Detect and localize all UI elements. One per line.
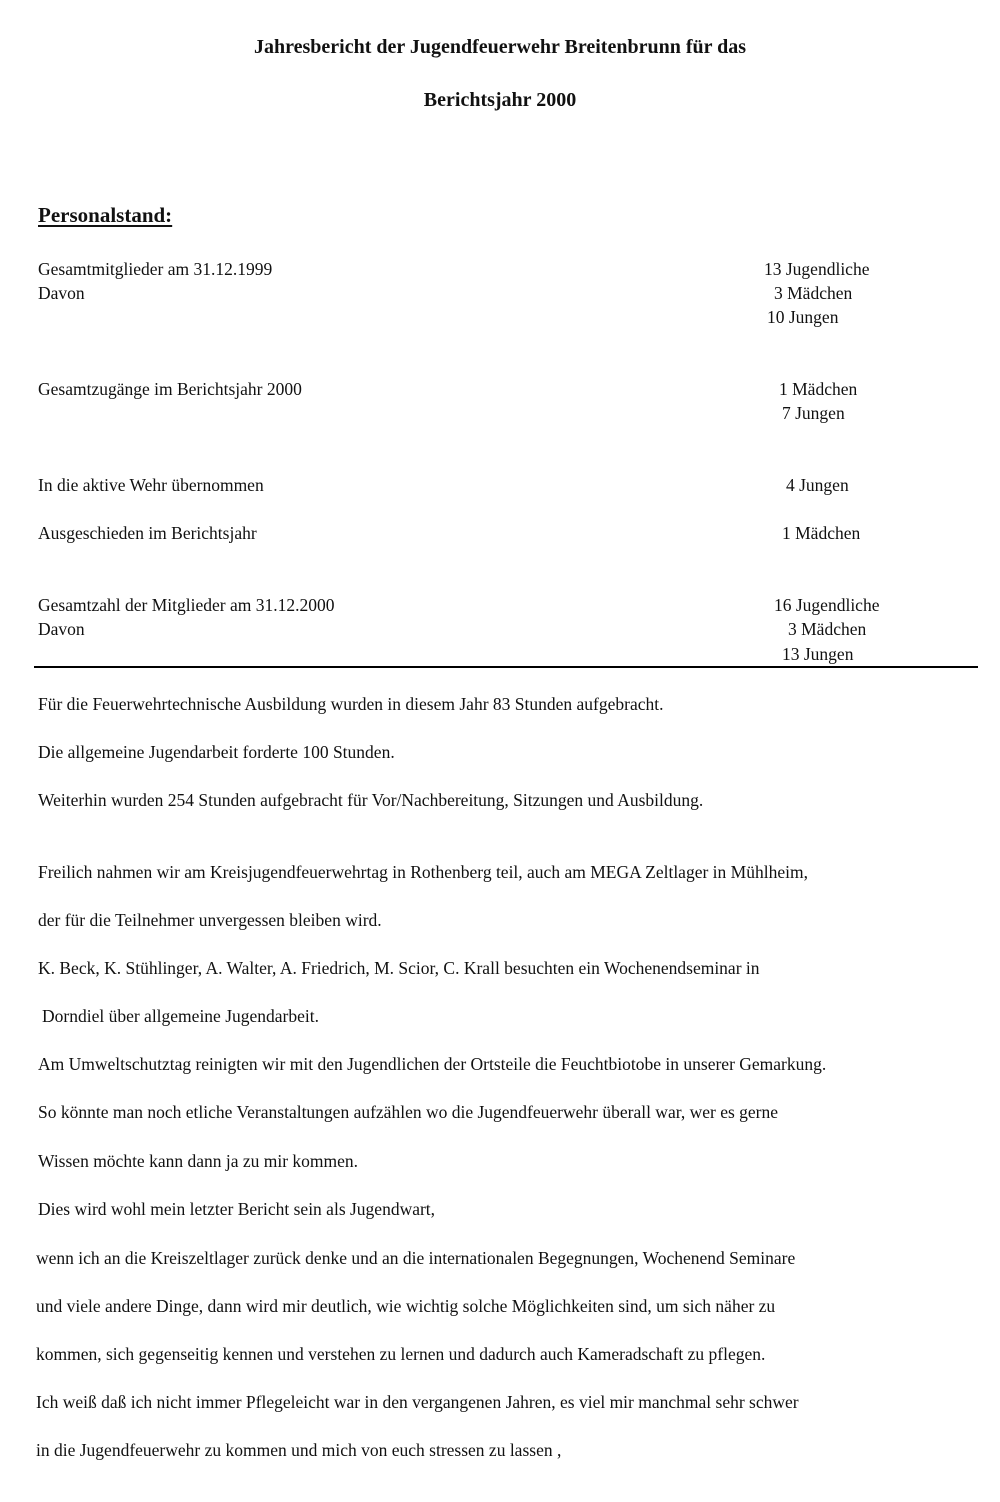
paragraph-line: So könnte man noch etliche Veranstaltungen aufzählen wo die Jugendfeuerwehr überall war, wer es gerne xyxy=(38,1102,779,1122)
document-subtitle: Berichtsjahr 2000 xyxy=(423,89,577,111)
end-girls-value: 3 Mädchen xyxy=(788,619,867,639)
end-total-value: 16 Jugendliche xyxy=(774,595,880,615)
transferred-label: In die aktive Wehr übernommen xyxy=(38,475,264,495)
section-heading-personalstand: Personalstand: xyxy=(38,203,173,227)
additions-label: Gesamtzugänge im Berichtsjahr 2000 xyxy=(38,379,302,399)
paragraph-line: Ich weiß daß ich nicht immer Pflegeleicht war in den vergangenen Jahren, es viel mir manchmal sehr schwer xyxy=(36,1392,799,1412)
left-value: 1 Mädchen xyxy=(782,523,861,543)
paragraph-line: Dorndiel über allgemeine Jugendarbeit. xyxy=(42,1006,319,1026)
end-members-label: Gesamtzahl der Mitglieder am 31.12.2000 xyxy=(38,595,335,615)
paragraph-line: und viele andere Dinge, dann wird mir deutlich, wie wichtig solche Möglichkeiten sind, um sich näher zu xyxy=(36,1296,776,1316)
additions-boys-value: 7 Jungen xyxy=(782,403,845,423)
left-label: Ausgeschieden im Berichtsjahr xyxy=(38,523,257,543)
paragraph-line: Die allgemeine Jugendarbeit forderte 100 Stunden. xyxy=(38,742,395,762)
start-davon-label: Davon xyxy=(38,283,85,303)
end-boys-value: 13 Jungen xyxy=(782,644,854,664)
start-girls-value: 3 Mädchen xyxy=(774,283,853,303)
document-title: Jahresbericht der Jugendfeuerwehr Breitenbrunn für das xyxy=(253,36,747,58)
start-members-label: Gesamtmitglieder am 31.12.1999 xyxy=(38,259,273,279)
paragraph-line: wenn ich an die Kreiszeltlager zurück denke und an die internationalen Begegnungen, Wochenend Seminare xyxy=(36,1248,796,1268)
transferred-value: 4 Jungen xyxy=(786,475,849,495)
paragraph-line: Dies wird wohl mein letzter Bericht sein als Jugendwart, xyxy=(38,1199,436,1219)
paragraph-line: Für die Feuerwehrtechnische Ausbildung wurden in diesem Jahr 83 Stunden aufgebracht. xyxy=(38,694,664,714)
paragraph-line: Wissen möchte kann dann ja zu mir kommen. xyxy=(38,1151,359,1171)
paragraph-line: K. Beck, K. Stühlinger, A. Walter, A. Friedrich, M. Scior, C. Krall besuchten ein Wochenendseminar in xyxy=(38,958,760,978)
additions-girls-value: 1 Mädchen xyxy=(779,379,858,399)
paragraph-line: in die Jugendfeuerwehr zu kommen und mich von euch stressen zu lassen , xyxy=(36,1440,562,1460)
paragraph-line: der für die Teilnehmer unvergessen bleiben wird. xyxy=(38,910,382,930)
paragraph-line: Am Umweltschutztag reinigten wir mit den Jugendlichen der Ortsteile die Feuchtbiotobe in unserer Gemarkung. xyxy=(38,1054,827,1074)
paragraph-line: Weiterhin wurden 254 Stunden aufgebracht für Vor/Nachbereitung, Sitzungen und Ausbildung. xyxy=(38,790,704,810)
end-davon-label: Davon xyxy=(38,619,85,639)
paragraph-line: kommen, sich gegenseitig kennen und verstehen zu lernen und dadurch auch Kameradschaft zu pflegen. xyxy=(36,1344,766,1364)
paragraph-line: Freilich nahmen wir am Kreisjugendfeuerwehrtag in Rothenberg teil, auch am MEGA Zeltlager in Mühlheim, xyxy=(38,862,808,882)
start-boys-value: 10 Jungen xyxy=(767,307,839,327)
start-total-value: 13 Jugendliche xyxy=(764,259,870,279)
horizontal-divider xyxy=(34,666,978,668)
